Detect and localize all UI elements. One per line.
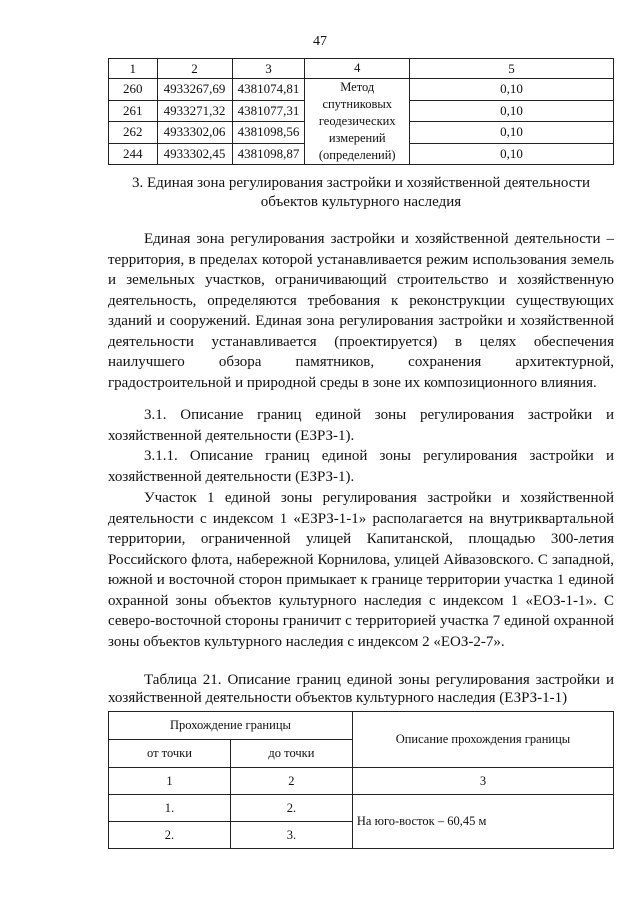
- header-cell: 1: [109, 59, 158, 79]
- header-cell: 5: [410, 59, 614, 79]
- table-row: [109, 795, 614, 822]
- accuracy: 0,10: [410, 100, 614, 122]
- method-line: Метод: [340, 80, 375, 94]
- table-row: [109, 768, 614, 795]
- method-line: геодезических: [318, 114, 396, 128]
- table-header-row: [109, 59, 614, 79]
- section-title: [108, 174, 614, 212]
- method-line: спутниковых: [322, 97, 393, 111]
- point-number: 260: [109, 79, 158, 101]
- boundary-description: На юго-восток – 60,45 м: [352, 795, 613, 849]
- plot-description-paragraph: Участок 1 единой зоны регулирования застройки и хозяйственной деятельности с индексом 1 «ЕЗРЗ-1-1» располагается на внутриквартальной территории, ограниченной улицей Капитанской, площадью 300-летия Российского флота, набережной Корнилова, улицей Айвазовского. С западной, южной и восточной сторон примыкает к границе территории участка 1 единой охранной зоны объектов культурного наследия с индексом 1 «ЕОЗ-1-1». С северо-восточной стороны граничит с территорией участка 7 единой охранной зоны объектов культурного наследия с индексом 2 «ЕОЗ-2-7».: [108, 490, 614, 650]
- header-cell: 2: [157, 59, 232, 79]
- section-title-line: объектов культурного наследия: [260, 194, 462, 210]
- coord-y: 4381098,56: [232, 122, 305, 144]
- to-point: 3.: [230, 822, 352, 849]
- header-cell: 4: [305, 59, 410, 79]
- point-number: 244: [109, 143, 158, 165]
- method-cell: [305, 79, 410, 165]
- subsection-3-1-1: 3.1.1. Описание границ единой зоны регулирования застройки и хозяйственной деятельности (ЕЗРЗ-1).: [108, 448, 614, 485]
- method-line: (определений): [318, 148, 396, 162]
- point-number: 261: [109, 100, 158, 122]
- header-to: до точки: [230, 740, 352, 768]
- coord-y: 4381074,81: [232, 79, 305, 101]
- table-caption: Таблица 21. Описание границ единой зоны регулирования застройки и хозяйственной деятельности объектов культурного наследия (ЕЗРЗ-1-1): [108, 672, 614, 706]
- column-number: 3: [352, 768, 613, 795]
- coord-y: 4381077,31: [232, 100, 305, 122]
- from-point: 2.: [109, 822, 231, 849]
- coordinates-table: [108, 58, 614, 165]
- point-number: 262: [109, 122, 158, 144]
- coord-x: 4933302,06: [157, 122, 232, 144]
- accuracy: 0,10: [410, 79, 614, 101]
- from-point: 1.: [109, 795, 231, 822]
- coord-x: 4933267,69: [157, 79, 232, 101]
- section-title-line: 3. Единая зона регулирования застройки и хозяйственной деятельности: [131, 175, 591, 191]
- table-header-row: [109, 712, 614, 740]
- accuracy: 0,10: [410, 143, 614, 165]
- definition-paragraph: Единая зона регулирования застройки и хозяйственной деятельности – территория, в пределах которой устанавливается режим использования земель и земельных участков, ограничивающий строительство и хозяйственную деятельность, определяются требования к реконструкции существующих зданий и сооружений. Единая зона регулирования застройки и хозяйственной деятельности устанавливается (проектируется) в целях обеспечения наилучшего обзора памятников, сохранения архитектурной, градостроительной и природной среды в зоне их композиционного влияния.: [108, 231, 614, 391]
- coord-y: 4381098,87: [232, 143, 305, 165]
- header-pass: Прохождение границы: [109, 712, 353, 740]
- header-description: Описание прохождения границы: [352, 712, 613, 768]
- method-line: измерений: [328, 131, 386, 145]
- column-number: 2: [230, 768, 352, 795]
- header-cell: 3: [232, 59, 305, 79]
- header-from: от точки: [109, 740, 231, 768]
- page-number: 47: [313, 34, 327, 49]
- column-number: 1: [109, 768, 231, 795]
- boundary-table: [108, 711, 614, 849]
- table-row: [109, 79, 614, 101]
- coord-x: 4933302,45: [157, 143, 232, 165]
- accuracy: 0,10: [410, 122, 614, 144]
- subsection-3-1: 3.1. Описание границ единой зоны регулирования застройки и хозяйственной деятельности (ЕЗРЗ-1).: [108, 407, 614, 444]
- coord-x: 4933271,32: [157, 100, 232, 122]
- to-point: 2.: [230, 795, 352, 822]
